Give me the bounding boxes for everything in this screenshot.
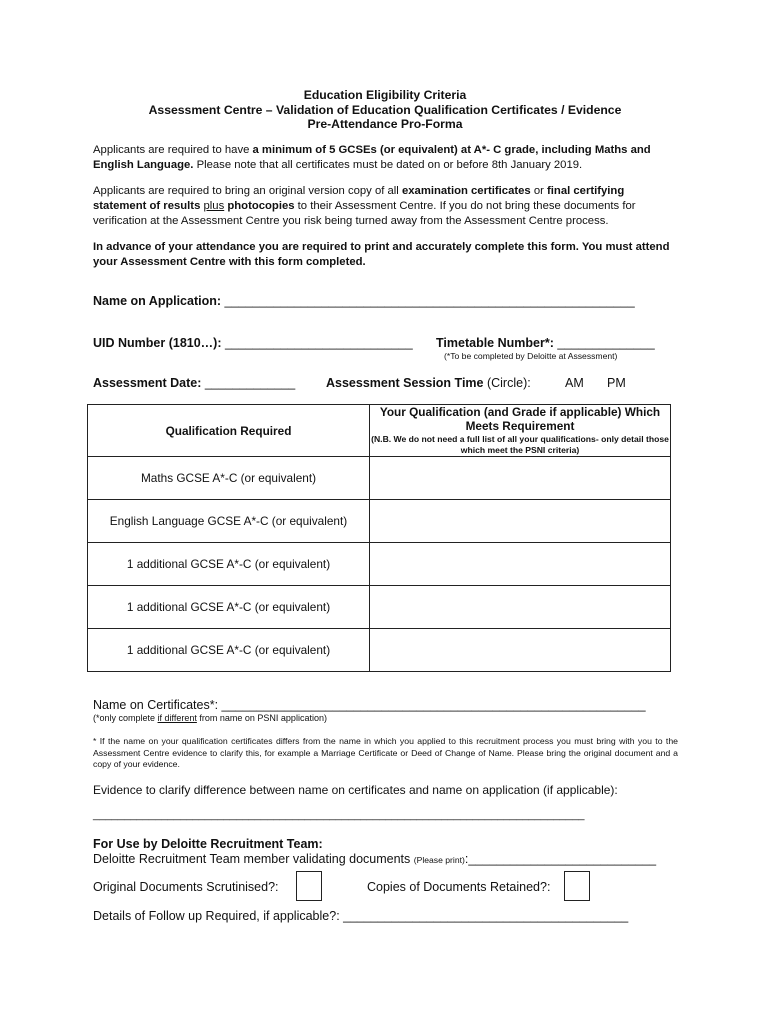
documents-scrutinised-checkbox[interactable]: [296, 871, 322, 901]
form-header: [90, 88, 680, 132]
table-header-row: [88, 405, 671, 457]
table-row: [88, 500, 671, 543]
qualification-required-cell: 1 additional GCSE A*-C (or equivalent): [88, 629, 370, 672]
validating-member-field[interactable]: Deloitte Recruitment Team member validating documents (Please print):___________________________: [93, 852, 657, 866]
qualification-required-cell: English Language GCSE A*-C (or equivalent): [88, 500, 370, 543]
qualification-required-cell: Maths GCSE A*-C (or equivalent): [88, 457, 370, 500]
evidence-line[interactable]: _______________________________________________________________________________: [93, 809, 585, 821]
session-time-field: Assessment Session Time (Circle):: [326, 376, 531, 390]
header-title: Education Eligibility Criteria: [303, 88, 467, 102]
certificates-footnote: * If the name on your qualification certificates differs from the name in which you applied to this recruitment process you must bring with you to the Assessment Centre evidence to clarify this, for example a Marriage Certificate or Deed of Change of Name. Please bring the original document and a copy of your evidence.: [93, 736, 678, 769]
your-qualification-header: Your Qualification (and Grade if applicable) Which Meets Requirement (N.B. We do not need a full list of all your qualifications- only detail those which meet the PSNI criteria): [371, 405, 669, 455]
am-option[interactable]: AM: [565, 376, 584, 390]
timetable-number-field[interactable]: Timetable Number*: ______________: [436, 336, 655, 350]
your-qualification-cell[interactable]: [370, 500, 671, 543]
table-row: [88, 629, 671, 672]
documents-scrutinised-label: Original Documents Scrutinised?:: [93, 880, 279, 894]
documents-paragraph: Applicants are required to bring an original version copy of all examination certificates or final certifying statement of results plus photocopies to their Assessment Centre. If you do not bring these documents for verification at the Assessment Centre you risk being turned away from the Assessment Centre process.: [93, 185, 636, 227]
your-qualification-cell[interactable]: [370, 586, 671, 629]
assessment-date-field[interactable]: Assessment Date: _____________: [93, 376, 296, 390]
header-form-name: Pre-Attendance Pro-Forma: [307, 117, 463, 131]
table-row: [88, 543, 671, 586]
header-subtitle: Assessment Centre – Validation of Education Qualification Certificates / Evidence: [148, 102, 622, 117]
timetable-note: (*To be completed by Deloitte at Assessment): [444, 351, 618, 361]
your-qualification-cell[interactable]: [370, 629, 671, 672]
name-on-certificates-field[interactable]: Name on Certificates*: _____________________________________________________________: [93, 698, 646, 712]
follow-up-field[interactable]: Details of Follow up Required, if applicable?: _________________________________________: [93, 909, 629, 923]
pm-option[interactable]: PM: [607, 376, 626, 390]
deloitte-section-title: For Use by Deloitte Recruitment Team:: [93, 837, 323, 851]
certificates-note: (*only complete if different from name on PSNI application): [93, 713, 327, 723]
documents-retained-checkbox[interactable]: [564, 871, 590, 901]
qualification-required-header: Qualification Required: [88, 405, 370, 457]
uid-number-field[interactable]: UID Number (1810…): ___________________________: [93, 336, 413, 350]
your-qualification-cell[interactable]: [370, 543, 671, 586]
your-qualification-cell[interactable]: [370, 457, 671, 500]
qualification-required-cell: 1 additional GCSE A*-C (or equivalent): [88, 543, 370, 586]
attendance-instruction: In advance of your attendance you are required to print and accurately complete this form. You must attend your Assessment Centre with this form completed.: [93, 241, 670, 268]
table-row: [88, 586, 671, 629]
evidence-label: Evidence to clarify difference between name on certificates and name on application (if applicable):: [93, 783, 618, 797]
qualifications-table: [87, 404, 671, 672]
documents-retained-label: Copies of Documents Retained?:: [367, 880, 551, 894]
table-row: [88, 457, 671, 500]
requirements-paragraph: Applicants are required to have a minimum of 5 GCSEs (or equivalent) at A*- C grade, including Maths and English Language. Please note that all certificates must be dated on or before 8th January 2019.: [93, 144, 651, 171]
qualification-required-cell: 1 additional GCSE A*-C (or equivalent): [88, 586, 370, 629]
name-on-application-field[interactable]: Name on Application: ___________________________________________________________: [93, 294, 635, 308]
